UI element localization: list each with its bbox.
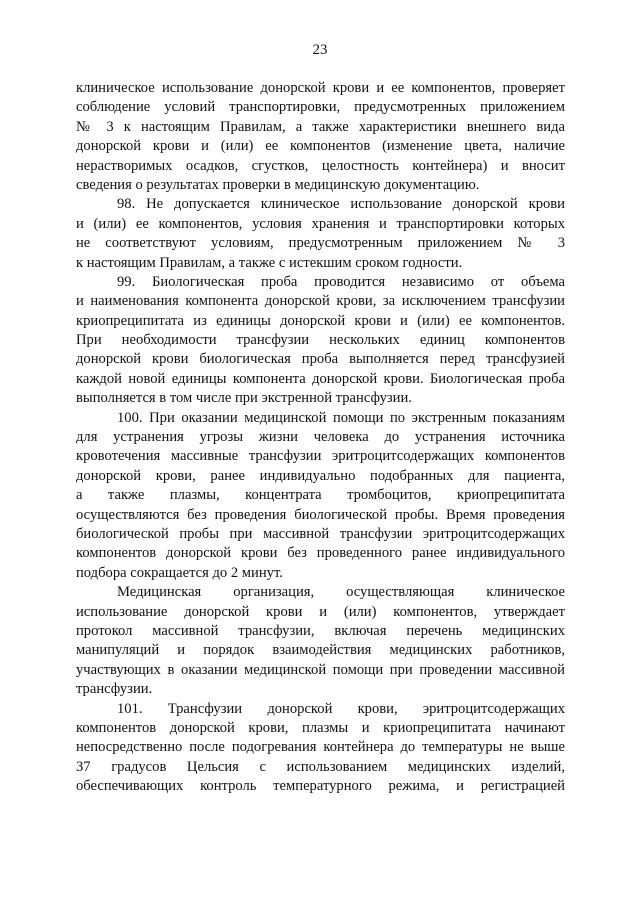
text-line: Медицинская организация, осуществляющая клиническое (117, 584, 565, 601)
text-line: биологической пробы при массивной трансфузии эритроцитсодержащих (76, 525, 565, 542)
text-line: а также плазмы, концентрата тромбоцитов, криопреципитата (76, 487, 565, 504)
text-line: 99. Биологическая проба проводится независимо от объема (117, 273, 565, 290)
document-body (76, 79, 565, 796)
text-line: кровотечения массивные трансфузии эритроцитсодержащих компонентов (76, 448, 565, 465)
text-line: соблюдение условий транспортировки, предусмотренных приложением (76, 99, 565, 116)
text-line: сведения о результатах проверки в медицинскую документацию. (76, 176, 480, 193)
text-line: клиническое использование донорской крови и ее компонентов, проверяет (76, 80, 565, 96)
text-line: компонентов донорской крови, плазмы и криопреципитата начинают (76, 719, 565, 736)
text-line: и (или) ее компонентов, условия хранения и транспортировки которых (76, 215, 565, 232)
text-line: участвующих в оказании медицинской помощи при проведении массивной (76, 661, 565, 678)
text-line: обеспечивающих контроль температурного режима, и регистрацией (76, 778, 565, 795)
text-line: При необходимости трансфузии нескольких единиц компонентов (76, 332, 565, 349)
text-line: донорской крови и (или) ее компонентов (изменение цвета, наличие (76, 138, 565, 155)
paragraph-100 (76, 409, 565, 584)
text-line: непосредственно после подогревания контейнера до температуры не выше (76, 739, 565, 756)
paragraph-99 (76, 273, 565, 409)
text-line: 101. Трансфузии донорской крови, эритроцитсодержащих (117, 700, 565, 717)
text-line: выполняется в том числе при экстренной трансфузии. (76, 390, 412, 407)
text-line: протокол массивной трансфузии, включая перечень медицинских (76, 622, 565, 639)
paragraph-98 (76, 195, 565, 273)
text-line: донорской крови, ранее индивидуально подобранных для пациента, (76, 467, 565, 484)
text-line: нерастворимых осадков, сгустков, целостность контейнера) и вносит (76, 157, 565, 174)
paragraph-101 (76, 700, 565, 797)
text-line: подбора сокращается до 2 минут. (76, 564, 283, 581)
text-line: каждой новой единицы компонента донорской крови. Биологическая проба (76, 370, 565, 387)
paragraph-continuation (76, 79, 565, 195)
text-line: трансфузии. (76, 681, 153, 698)
text-line: манипуляций и порядок взаимодействия медицинских работников, (76, 642, 565, 659)
text-line: осуществляются без проведения биологической пробы. Время проведения (76, 506, 565, 523)
text-line: к настоящим Правилам, а также с истекшим сроком годности. (76, 254, 463, 271)
text-line: компонентов донорской крови без проведенного ранее индивидуального (76, 545, 565, 562)
text-line: для устранения угрозы жизни человека до устранения источника (76, 429, 565, 446)
text-line: 37 градусов Цельсия с использованием медицинских изделий, (76, 758, 565, 775)
text-line: использование донорской крови и (или) компонентов, утверждает (76, 603, 565, 620)
text-line: донорской крови биологическая проба выполняется перед трансфузией (76, 351, 565, 368)
text-line: и наименования компонента донорской крови, за исключением трансфузии (76, 293, 565, 310)
text-line: не соответствуют условиям, предусмотренным приложением № 3 (76, 235, 565, 252)
text-line: 100. При оказании медицинской помощи по экстренным показаниям (117, 409, 565, 426)
text-line: криопреципитата из единицы донорской крови и (или) ее компонентов. (76, 312, 565, 329)
text-line: 98. Не допускается клиническое использование донорской крови (117, 196, 565, 213)
text-line: № 3 к настоящим Правилам, а также характеристики внешнего вида (76, 118, 565, 135)
paragraph-massive-transfusion-protocol (76, 583, 565, 699)
page-number: 23 (312, 42, 328, 58)
